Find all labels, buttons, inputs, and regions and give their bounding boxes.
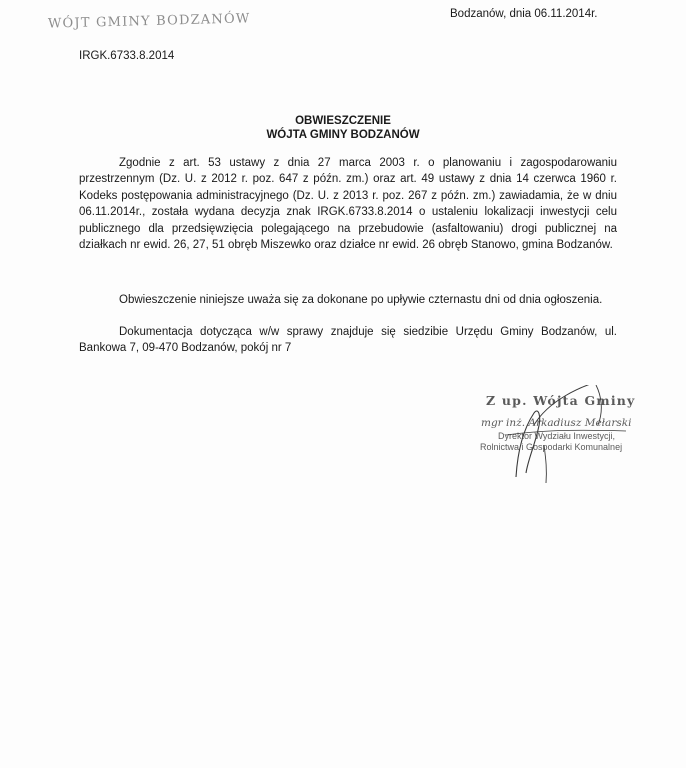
office-stamp-header: WÓJT GMINY BODZANÓW — [47, 11, 251, 32]
paragraph-documentation-location: Dokumentacja dotycząca w/w sprawy znajduje się siedzibie Urzędu Gminy Bodzanów, ul. Bankowa 7, 09-470 Bodzanów, pokój nr 7 — [79, 326, 617, 355]
date-place: Bodzanów, dnia 06.11.2014r. — [450, 8, 598, 20]
document-title — [0, 114, 686, 142]
signatory-title-line-1: Dyrektor Wydziału Inwestycji, — [498, 431, 615, 441]
case-reference-number: IRGK.6733.8.2014 — [79, 50, 175, 62]
signatory-title-line-2: Rolnictwa i Gospodarki Komunalnej — [480, 442, 623, 452]
paragraph-effective-date: Obwieszczenie niniejsze uważa się za dokonane po upływie czternastu dni od dnia ogłoszenia. — [119, 294, 603, 306]
title-line-2: WÓJTA GMINY BODZANÓW — [266, 129, 420, 141]
signatory-name: mgr inż. Arkadiusz Mełarski — [481, 417, 632, 429]
title-line-1: OBWIESZCZENIE — [295, 115, 391, 127]
signature-stamp — [476, 385, 656, 485]
paragraph-notice-body: Zgodnie z art. 53 ustawy z dnia 27 marca 2003 r. o planowaniu i zagospodarowaniu przestrzennym (Dz. U. z 2012 r. poz. 647 z późn. zm.) oraz art. 49 ustawy z dnia 14 czerwca 1960 r. Kodeks postępowania administracyjnego (Dz. U. z 2013 r. poz. 267 z późn. zm.) zawiadamia, że w dniu 06.11.2014r., została wydana decyzja znak IRGK.6733.8.2014 o ustaleniu lokalizacji inwestycji celu publicznego dla przedsięwzięcia polegającego na przebudowie (asfaltowaniu) drogi publicznej na działkach nr ewid. 26, 27, 51 obręb Miszewko oraz działce nr ewid. 26 obręb Stanowo, gmina Bodzanów. — [79, 157, 617, 252]
signature-authorization-line: Z up. Wójta Gminy — [486, 393, 636, 408]
